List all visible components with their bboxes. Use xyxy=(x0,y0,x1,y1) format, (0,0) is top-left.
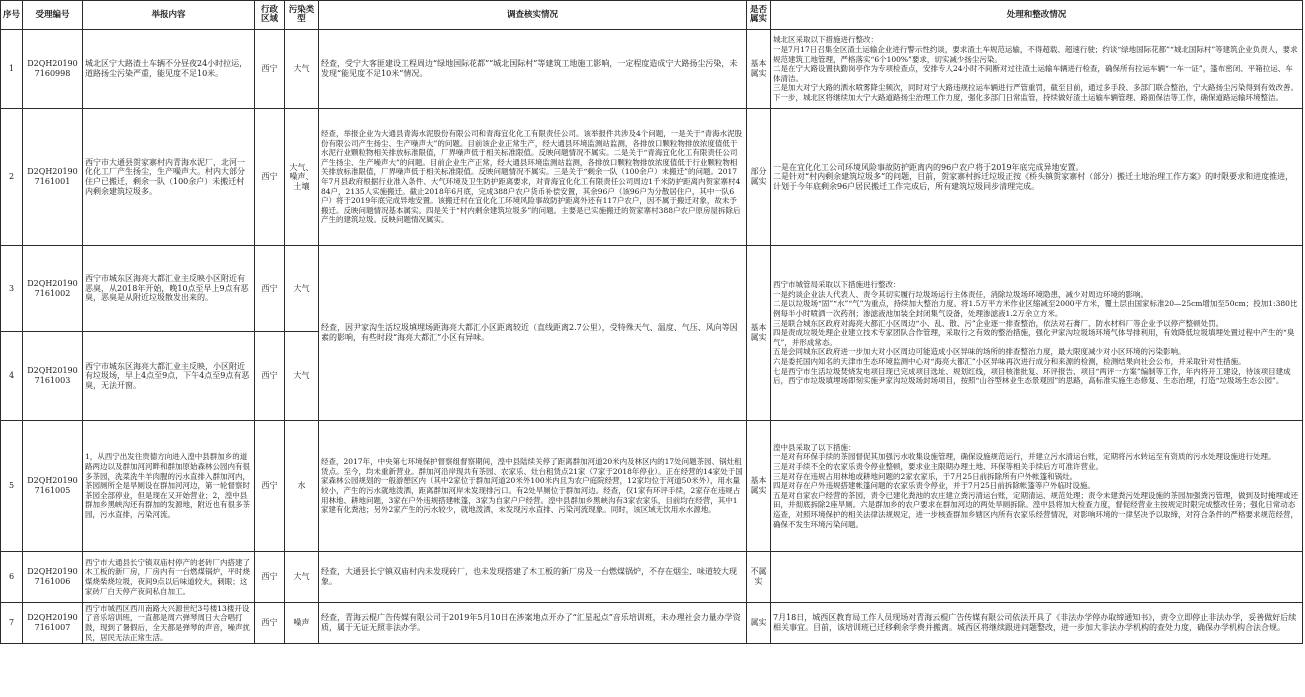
table-row xyxy=(1,603,1303,644)
cell-case-no: D2QH201907160998 xyxy=(23,30,83,109)
cell-case-no: D2QH201907161007 xyxy=(23,603,83,644)
cell-district: 西宁 xyxy=(255,109,285,246)
header-investigation: 调查核实情况 xyxy=(319,1,747,30)
cell-case-no: D2QH201907161005 xyxy=(23,421,83,552)
cell-case-no: D2QH201907161003 xyxy=(23,332,83,421)
cell-seq: 2 xyxy=(1,109,23,246)
header-verified: 是否属实 xyxy=(747,1,771,30)
cell-report: 1，从西宁出发往贵德方向进入湟中县群加乡的道路两边以及群加河河畔和群加原始森林公园内有很多茶园，洗菜洗牛羊肉腥的污水直排入群加河内，茶园厕所全是旱厕设在群加河河边，第一轮督察时茶园全部停业，但是现在又开始营业；2，湟中县群加乡黑峡沟还有群加的发源地，附近也有很多茶园，污水直排，污染河流。 xyxy=(83,421,255,552)
cell-verified-merged: 基本属实 xyxy=(747,246,771,421)
cell-seq: 3 xyxy=(1,246,23,332)
cell-seq: 7 xyxy=(1,603,23,644)
header-pollution: 污染类型 xyxy=(285,1,319,30)
cell-report: 西宁市城东区海亮大都汇业主反映小区附近有恶臭，从2018年开始，晚10点至早上9点有恶臭，恶臭是从附近垃圾散发出来的。 xyxy=(83,246,255,332)
cell-handling: 7月18日，城西区教育局工作人员现场对青海云棍广告传媒有限公司依法开具了《非法办学停办取缔通知书》，责令立即停止非法办学，妥善做好后续相关事宜。目前，该培训班已迁移剩余学费并搬离。城西区将继续跟进问题整改，进一步加大非法办学机构的查处力度，确保办学机构合法合规。 xyxy=(771,603,1303,644)
cell-handling xyxy=(771,109,1303,246)
header-district: 行政区域 xyxy=(255,1,285,30)
cell-investigation: 经查，大通县长宁镇双庙村内未发现砖厂，也未发现搭建了木工板的新厂房及一台燃煤锅炉，不存在烟尘、味道较大现象。 xyxy=(319,552,747,603)
cell-case-no: D2QH201907161001 xyxy=(23,109,83,246)
cell-verified: 属实 xyxy=(747,603,771,644)
cell-seq: 4 xyxy=(1,332,23,421)
cell-investigation: 经查，2017年，中央第七环境保护督察组督察期间，湟中县陆续关停了距离群加河道20米内及林区内的17处问题茶园、锅灶租赁点。至今，均未重新营业。群加河沿岸现共有茶园、农家乐、灶台租赁点21家（7家于2018年停业）。正在经营的14家处于国家森林公园规划的一般游憩区内（其中2家位于群加河道20米外100米内且为农户庭院经营，12家均位于河道50米外），用水量较小，产生的污水就地泼洒，距离群加河岸未发现排污口。有2处旱厕位于群加河边。经查，仅1家有环评手续，2家存在违规占用林地、耕地问题，3家在户外违规搭建帐篷，3家为自家户户经营。湟中县群加乡黑峡沟有3家农家乐，目前均在经营，其中1家建有化粪池；另外2家产生的污水较少，就地泼洒，未发现污水直排、污染河流现象。同时，该区域无饮用水水源地。 xyxy=(319,421,747,552)
cell-handling xyxy=(771,421,1303,552)
cell-verified: 部分属实 xyxy=(747,109,771,246)
cell-case-no: D2QH201907161006 xyxy=(23,552,83,603)
cell-case-no: D2QH201907161002 xyxy=(23,246,83,332)
header-row xyxy=(1,1,1303,30)
cell-report: 西宁市城东区海亮大都汇业主反映，小区附近有垃圾场，早上4点至9点，下午4点至9点有恶臭，无法开窗。 xyxy=(83,332,255,421)
table-row xyxy=(1,109,1303,246)
table-row xyxy=(1,30,1303,109)
cell-verified: 基本属实 xyxy=(747,30,771,109)
cell-pollution: 大气 xyxy=(285,246,319,332)
header-handling: 处理和整改情况 xyxy=(771,1,1303,30)
cell-district: 西宁 xyxy=(255,246,285,332)
handling-text: 西宁市城管局采取以下措施进行整改： 一是约谈企业法人代表人、责令其切实履行垃圾场运行主体责任，消除垃圾场环境隐患，减少对周边环境的影响。 二是以垃圾场“固”“水”“气”为重点，持续加大整治力度。将1.5万平方米作业区缩减至2000平方米，覆土层由国家标准20—25cm增加至50cm；投加1:380比例每半小时喷洒一次药剂；渗滤液池加装全封闭集气设备，处理渗滤液1.2万余立方米。 三是联合城东区政府对海亮大都汇小区周边“小、乱、散、污”企业逐一排查整治，依法对石膏厂、防水材料厂等企业予以停产整顿处罚。 四是责成垃圾处理企业建立技术专家团队合作管理，采取行之有效的整治措施，强化尹家沟垃圾场环境气体导排利用，有效降低垃圾填埋处置过程中产生的“臭气”，并形成常态。 五是会同城东区政府进一步加大对小区周边可能造成小区异味的场所的排查整治力度，最大限度减少对小区环境的污染影响。 六是委托国内知名的天津市生态环境监测中心对“海亮大都汇”小区异味再次进行成分和来源的检测，检测结果向社会公布，并采取针对性措施。 七是西宁市生活垃圾焚烧发电项目现已完成项目选址、规划红线，项目核准批复、环评报告、项目“两评一方案”编制等工作，年内将开工建设，待该项目建成后，西宁市垃圾填埋场即刻实施尹家沟垃圾场封场项目，按照“山谷型林业生态景观园”的思路，高标准实施生态修复、生态治理，打造“垃圾场生态公园”。 xyxy=(773,280,1298,386)
handling-text: 城北区采取以下措施进行整改： 一是7月17日召集全区渣土运输企业进行警示性约谈，要求渣土车规范运输，不得超载、超速行驶；约谈“绿地国际花都”“城北国际村”等建筑企业负责人，要求规范建筑工地管理，严格落实“6个100%”要求，切实减少扬尘污染。 二是在宁大路设置执勤岗亭作为专项检查点，安排专人24小时不间断对过往渣土运输车辆进行检查，确保所有拉运车辆“一车一证”，篷布密闭、平箱拉运、车体清洁。 三是加大对宁大路的洒水喷雾降尘频次，同时对宁大路违规拉运车辆进行严管重罚，截至目前，通过多手段、多部门联合整治，宁大路扬尘污染得到有效改善。 下一步，城北区将继续加大宁大路道路扬尘治理工作力度，强化多部门日常监管，持续做好渣土运输车辆管理、路面保洁等工作，确保道路运输环境整洁。 xyxy=(773,35,1298,102)
cell-seq: 1 xyxy=(1,30,23,109)
handling-text: 湟中县采取了以下措施： 一是对有环保手续的茶园督促其加强污水收集设施管理，确保设施规范运行，并建立污水清运台账，定期将污水转运至有资质的污水处理设施进行处理。 三是对手续不全的农家乐责令停业整顿，要求业主限期办理土地、环保等相关手续后方可准许营业。 三是对存在违规占用林地或耕地问题的2家农家乐，于7月25日前拆除所有户外帐篷和锅灶。 四是对存在户外违规搭建帐篷问题的农家乐责令停业，并于7月25日前拆除帐篷等户外临时设施。 五是对自家农户经营的茶园，责令已建化粪池的农庄建立粪污清运台账，定期清运、规范处理；责令未建粪污处理设施的茶园加强粪污管理，做到及时掩埋或还田，并彻底拆除2座旱厕。六是群加乡的农户要求在群加河边的两处旱厕拆除。湟中县将加大检查力度，督促经营业主按规定时限完成整改任务；强化日常动态巡查，对照环境保护的相关法律法规规定，进一步核查群加乡辖区内所有农家乐经营情况，对影响环境的一律坚决予以取缔，对符合条件的严格要求规范经营，确保不发生环境污染问题。 xyxy=(773,442,1298,529)
cell-investigation: 经查，青海云棍广告传媒有限公司于2019年5月10日在涉案地点开办了“汇星起点”音乐培训班，未办理社会力量办学资质，属于无证无照非法办学。 xyxy=(319,603,747,644)
cell-report: 西宁市大通县长宁镇双庙村停产的老砖厂内搭建了木工板的新厂房，厂房内有一台燃煤锅炉，平时烧煤烧柴烧垃圾，夜间9点以后味道较大，刺眼；这家砖厂白天停产夜间私自加工。 xyxy=(83,552,255,603)
cell-district: 西宁 xyxy=(255,30,285,109)
cell-report: 西宁市大通县贺家寨村内青海水泥厂，北河一化化工厂产生扬尘，生产噪声大。村内大部分住户已搬迁，剩余一队（100余户）未搬迁村内剩余建筑垃圾多。 xyxy=(83,109,255,246)
table-row xyxy=(1,246,1303,332)
cell-report: 西宁市城西区西川南路大兴源世纪3号楼13楼开设了音乐培训班，一直都是周六弹琴周日大合唱打鼓，现到了暑假后，全天都是弹琴的声音，噪声扰民，居民无法正常生活。 xyxy=(83,603,255,644)
table-row xyxy=(1,421,1303,552)
cell-seq: 6 xyxy=(1,552,23,603)
cell-investigation-merged: 经查，因尹家沟生活垃圾填埋场距海亮大都汇小区距离较近（直线距离2.7公里），受特殊天气、温度、气压、风向等因素的影响，有些时段“海亮大都汇”小区有异味。 xyxy=(319,246,747,421)
header-report: 举报内容 xyxy=(83,1,255,30)
cell-pollution: 大气、噪声、土壤 xyxy=(285,109,319,246)
cell-investigation: 经查，受宁大客匪建设工程周边“绿地国际花都”“城北国际村”等建筑工地施工影响，一定程度造成宁大路扬尘污染，未发现“能见度不足10米”情况。 xyxy=(319,30,747,109)
cell-district: 西宁 xyxy=(255,421,285,552)
table-row xyxy=(1,552,1303,603)
header-seq: 序号 xyxy=(1,1,23,30)
cell-district: 西宁 xyxy=(255,552,285,603)
cell-handling xyxy=(771,30,1303,109)
cell-handling-merged xyxy=(771,246,1303,421)
cell-pollution: 噪声 xyxy=(285,603,319,644)
header-case-no: 受理编号 xyxy=(23,1,83,30)
cell-pollution: 大气 xyxy=(285,30,319,109)
cell-handling xyxy=(771,552,1303,603)
cell-district: 西宁 xyxy=(255,332,285,421)
cell-report: 城北区宁大路渣土车辆不分昼夜24小时拉运，道路扬尘污染严重，能见度不足10米。 xyxy=(83,30,255,109)
cell-investigation: 经查，举报企业为大通县青海水泥股份有限公司和青海宜化化工有限责任公司。该举报件共涉及4个问题，一是关于“青海水泥股份有限公司产生扬尘、生产噪声大”的问题。目前该企业正常生产，经大通县环境监测站监测，各排放口颗粒物排放浓度值低于水泥行业颗粒物相关排放标准限值，厂界噪声低于相关标准限值。反映问题情况不属实。二是关于“青海宜化化工有限责任公司产生扬尘、生产噪声大”的问题。目前企业生产正常，经大通县环境监测站监测，各排放口颗粒物排放浓度值低于行业颗粒物相关排放标准限值，厂界噪声低于相关标准限值。反映问题情况不属实。三是关于“剩余一队（100余户）未搬迁”的问题。2017年7月县政府根据行业准入条件、大气环境及卫生防护距离要求，对青海宜化化工有限责任公司周边1千米防护距离内贺家寨村484户，2135人实施搬迁。截止2018年6月底，完成388户农户货币补偿安置，其余96户（该96户为分散居住户，其中一队6户）将于2019年底完成异地安置。该搬迁村在宜化化工环境风险事故防护距离外还有117户农户，因不属于搬迁对象，故未予搬迁。反映问题情况基本属实。四是关于“村内剩余建筑垃圾多”的问题。主要是已实施搬迁的贺家寨村388户农户原房屋拆除后产生的建筑垃圾。反映问题情况属实。 xyxy=(319,109,747,246)
cell-pollution: 大气 xyxy=(285,552,319,603)
cell-verified: 基本属实 xyxy=(747,421,771,552)
handling-text: 一是在宜化化工公司环境风险事故防护距离内的96户农户将于2019年底完成异地安置。 二是针对“村内剩余建筑垃圾多”的问题，目前，贺家寨村拆迁垃圾正按《桥头镇贺家寨村（部分）搬迁土地治理工作方案》的时限要求和进度推进，计划于今年底剩余96户居民搬迁工作完成后，所有建筑垃圾同步清理完成。 xyxy=(773,162,1294,191)
cell-pollution: 大气 xyxy=(285,332,319,421)
cell-seq: 5 xyxy=(1,421,23,552)
cell-district: 西宁 xyxy=(255,603,285,644)
cell-pollution: 水 xyxy=(285,421,319,552)
cell-verified: 不属实 xyxy=(747,552,771,603)
